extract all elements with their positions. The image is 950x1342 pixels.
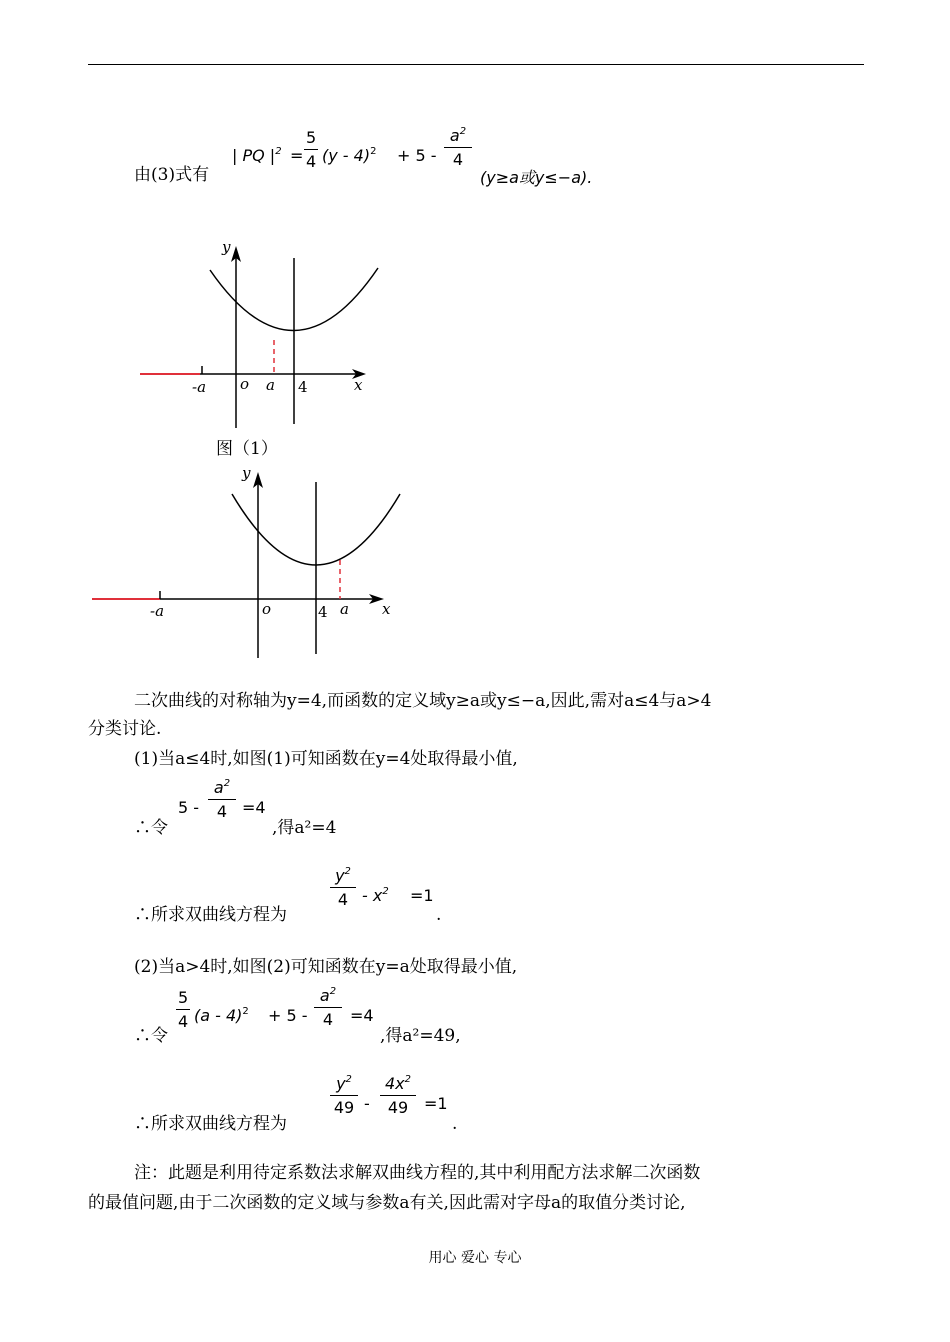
case2-ans-rhs: =1 [424,1094,448,1113]
frac-num-exp: 2 [223,778,231,789]
frac-num-a: a [449,126,460,145]
case1-eq-lhs: 5 - [178,798,200,817]
fig2-label-y: y [242,464,251,482]
frac-bar [444,147,472,148]
frac-num [330,1074,358,1093]
case2-ans-frac2 [380,1074,416,1117]
para1-line2: 分类讨论. [88,719,162,739]
case2-frac2 [314,986,342,1029]
frac-bar [380,1095,416,1096]
note-line1: 注：此题是利用待定系数法求解双曲线方程的,其中利用配方法求解二次函数 [134,1163,701,1183]
frac-bar [330,887,356,888]
fig1-label-y: y [222,238,231,256]
ans-exp: 2 [382,886,389,897]
frac-num-exp: 2 [344,866,351,877]
case2-term [194,1006,249,1025]
case1-answer-prefix: ∴所求双曲线方程为 [134,905,287,925]
case1-ans-end: . [436,905,442,925]
intro-eq: = [290,146,304,165]
term: (a - 4) [194,1006,243,1025]
frac-num [330,866,356,885]
fig2-label-x: x [382,600,391,618]
page-footer: 用心 爱心 专心 [428,1250,522,1266]
frac-num-4x: 4x [384,1074,405,1093]
case1-ans-frac [330,866,356,909]
case2-ans-end: . [452,1114,458,1134]
frac-num: 5 [306,128,317,147]
case1-frac [208,778,236,821]
intro-line [88,164,864,186]
frac-num: 5 [178,988,189,1007]
frac-num [444,126,472,145]
frac-num-exp: 2 [404,1074,412,1085]
case1-result: ,得a²=4 [272,818,337,838]
fig2-label-o: o [262,600,272,618]
term-exp: 2 [242,1006,249,1017]
frac-num-a: a [213,778,224,797]
frac-bar [314,1007,342,1008]
case2-eq-rhs: =4 [350,1006,374,1025]
case2-plus: + 5 - [268,1006,308,1025]
case2-answer-prefix: ∴所求双曲线方程为 [134,1114,287,1134]
case1-ans-rhs: =1 [410,886,434,905]
frac-bar [304,149,318,150]
fig1-label-4: 4 [298,378,308,396]
frac-bar [208,799,236,800]
frac-bar [176,1009,190,1010]
frac-den: 4 [216,802,228,821]
term1-exp: 2 [370,146,377,157]
frac-den: 4 [322,1010,334,1029]
frac-num [208,778,236,797]
intro-frac2 [444,126,472,169]
pq-exp: 2 [275,146,282,157]
frac-den: 4 [337,890,349,909]
case1-ans-rest [362,886,389,905]
fig1-label-x: x [354,376,363,394]
fig2-label-4: 4 [318,603,328,621]
fig1-label-a: a [266,376,275,394]
case2-frac1 [176,988,190,1031]
frac-num [380,1074,416,1093]
frac-den: 49 [333,1098,355,1117]
frac-num-exp: 2 [329,986,337,997]
case2-let-prefix: ∴令 [134,1026,168,1046]
case1-eq-rhs: =4 [242,798,266,817]
frac-num [314,986,342,1005]
ans-minus-x: - x [362,886,383,905]
pq-abs: | PQ | [232,146,276,165]
fig2-label-a: a [340,600,349,618]
fig1-label-neg-a: -a [192,378,207,396]
figure-1 [130,232,400,432]
fig2-label-neg-a: -a [150,602,165,620]
intro-prefix: 由(3)式有 [134,165,210,185]
frac-den: 4 [178,1012,189,1031]
note-line2: 的最值问题,由于二次函数的定义域与参数a有关,因此需对字母a的取值分类讨论, [88,1193,686,1213]
case1-text: (1)当a≤4时,如图(1)可知函数在y=4处取得最小值, [134,749,518,769]
para1-line1: 二次曲线的对称轴为y=4,而函数的定义域y≥a或y≤−a,因此,需对a≤4与a>4 [134,691,712,711]
intro-plus: + 5 - [397,146,437,165]
frac-num-exp: 2 [459,126,467,137]
case1-let-prefix: ∴令 [134,818,168,838]
figure-2 [90,458,410,663]
frac-num-exp: 2 [345,1074,352,1085]
frac-bar [330,1095,358,1096]
frac-den: 49 [387,1098,409,1117]
case2-ans-frac1 [330,1074,358,1117]
case2-minus: - [364,1094,370,1113]
frac-num-y: y [335,866,345,885]
term1: (y - 4) [322,146,371,165]
frac-num-a: a [319,986,330,1005]
case2-text: (2)当a>4时,如图(2)可知函数在y=a处取得最小值, [134,957,518,977]
intro-term1 [322,146,376,165]
intro-cond: (y≥a或y≤−a). [480,168,593,187]
fig1-caption: 图（1） [216,439,278,459]
frac-den: 4 [306,152,317,171]
fig1-label-o: o [240,375,250,393]
intro-lhs [232,146,282,165]
frac-den: 4 [452,150,464,169]
header-rule [88,64,864,65]
case2-result: ,得a²=49, [380,1026,461,1046]
frac-num-y: y [336,1074,346,1093]
intro-frac1 [304,128,318,171]
